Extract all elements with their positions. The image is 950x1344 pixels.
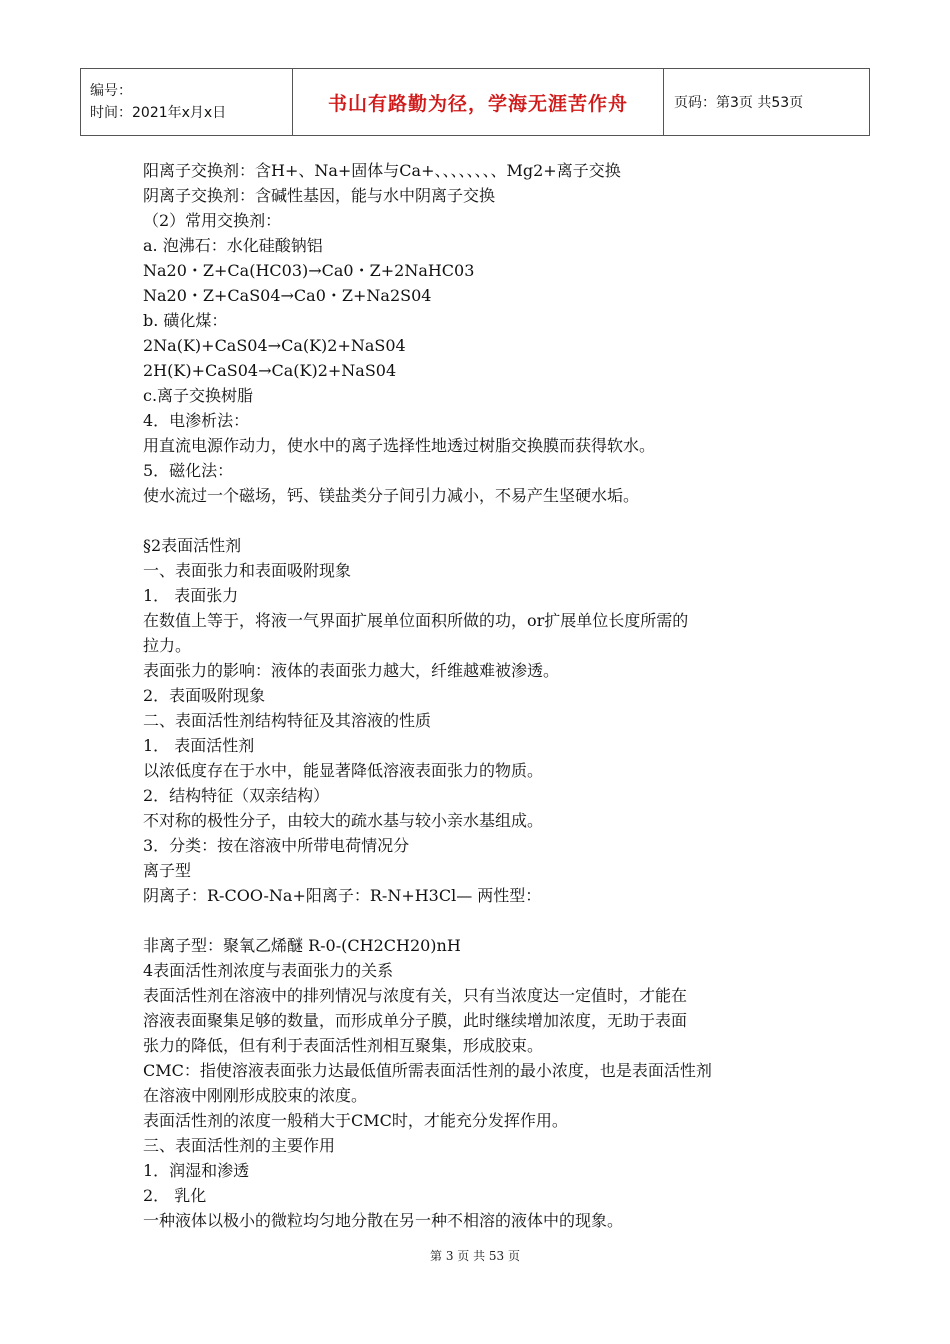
text-line: 拉力。 — [143, 636, 192, 655]
text-line: 2． 乳化 — [143, 1186, 207, 1205]
text-line — [143, 508, 823, 533]
text-line — [143, 908, 823, 933]
document-number-label: 编号： — [90, 83, 132, 99]
text-line: Na20・Z+CaS04→Ca0・Z+Na2S04 — [143, 286, 432, 305]
header-motto: 书山有路勤为径，学海无涯苦作舟 — [293, 69, 664, 136]
text-line: 在数值上等于，将液一气界面扩展单位面积所做的功，or扩展单位长度所需的 — [143, 611, 689, 630]
text-line: 5．磁化法： — [143, 461, 234, 480]
text-line: 一、表面张力和表面吸附现象 — [143, 561, 352, 580]
text-line: 用直流电源作动力，使水中的离子选择性地透过树脂交换膜而获得软水。 — [143, 436, 656, 455]
text-line: 在溶液中刚刚形成胶束的浓度。 — [143, 1086, 368, 1105]
text-line: 阴离子交换剂：含碱性基因，能与水中阴离子交换 — [143, 186, 496, 205]
text-line: c.离子交换树脂 — [143, 386, 254, 405]
text-line: 1． 表面张力 — [143, 586, 239, 605]
text-line: 表面活性剂在溶液中的排列情况与浓度有关，只有当浓度达一定值时，才能在 — [143, 986, 688, 1005]
document-body — [143, 158, 823, 1233]
text-line: 阴离子：R-COO-Na+阳离子：R-N+H3Cl— 两性型： — [143, 886, 542, 905]
page-header — [80, 68, 870, 136]
text-line: 二、表面活性剂结构特征及其溶液的性质 — [143, 711, 432, 730]
text-line: 2H(K)+CaS04→Ca(K)2+NaS04 — [143, 361, 397, 380]
text-line: 1． 表面活性剂 — [143, 736, 255, 755]
text-line: 1．润湿和渗透 — [143, 1161, 250, 1180]
text-line: b. 磺化煤： — [143, 311, 228, 330]
text-line: 4表面活性剂浓度与表面张力的关系 — [143, 961, 394, 980]
text-line: 3．分类：按在溶液中所带电荷情况分 — [143, 836, 410, 855]
text-line: a. 泡沸石：水化硅酸钠铝 — [143, 236, 323, 255]
text-line: 4．电渗析法： — [143, 411, 250, 430]
text-line: 2．结构特征（双亲结构） — [143, 786, 330, 805]
page-footer: 第 3 页 共 53 页 — [430, 1249, 520, 1263]
text-line: §2表面活性剂 — [143, 536, 242, 555]
text-line: CMC：指使溶液表面张力达最低值所需表面活性剂的最小浓度，也是表面活性剂 — [143, 1061, 712, 1080]
text-line: 表面张力的影响：液体的表面张力越大，纤维越难被渗透。 — [143, 661, 560, 680]
text-line: 一种液体以极小的微粒均匀地分散在另一种不相溶的液体中的现象。 — [143, 1211, 624, 1230]
text-line: 2．表面吸附现象 — [143, 686, 266, 705]
text-line: 非离子型：聚氧乙烯醚 R-0-(CH2CH20)nH — [143, 936, 461, 955]
header-meta — [81, 69, 293, 136]
text-line: 离子型 — [143, 861, 192, 880]
text-line: 不对称的极性分子，由较大的疏水基与较小亲水基组成。 — [143, 811, 544, 830]
text-line: 张力的降低，但有利于表面活性剂相互聚集，形成胶束。 — [143, 1036, 544, 1055]
header-page-info: 页码：第3页 共53页 — [664, 69, 870, 136]
text-line: 三、表面活性剂的主要作用 — [143, 1136, 336, 1155]
text-line: 2Na(K)+CaS04→Ca(K)2+NaS04 — [143, 336, 406, 355]
text-line: 以浓低度存在于水中，能显著降低溶液表面张力的物质。 — [143, 761, 544, 780]
text-line: （2）常用交换剂： — [143, 211, 282, 230]
text-line: 溶液表面聚集足够的数量，而形成单分子膜，此时继续增加浓度，无助于表面 — [143, 1011, 688, 1030]
text-line: 阳离子交换剂：含H+、Na+固体与Ca+、、、、、、、、Mg2+离子交换 — [143, 161, 621, 180]
text-line: Na20・Z+Ca(HC03)→Ca0・Z+2NaHC03 — [143, 261, 475, 280]
document-date: 时间：2021年x月x日 — [90, 105, 227, 121]
text-line: 表面活性剂的浓度一般稍大于CMC时，才能充分发挥作用。 — [143, 1111, 568, 1130]
text-line: 使水流过一个磁场，钙、镁盐类分子间引力减小，不易产生坚硬水垢。 — [143, 486, 640, 505]
